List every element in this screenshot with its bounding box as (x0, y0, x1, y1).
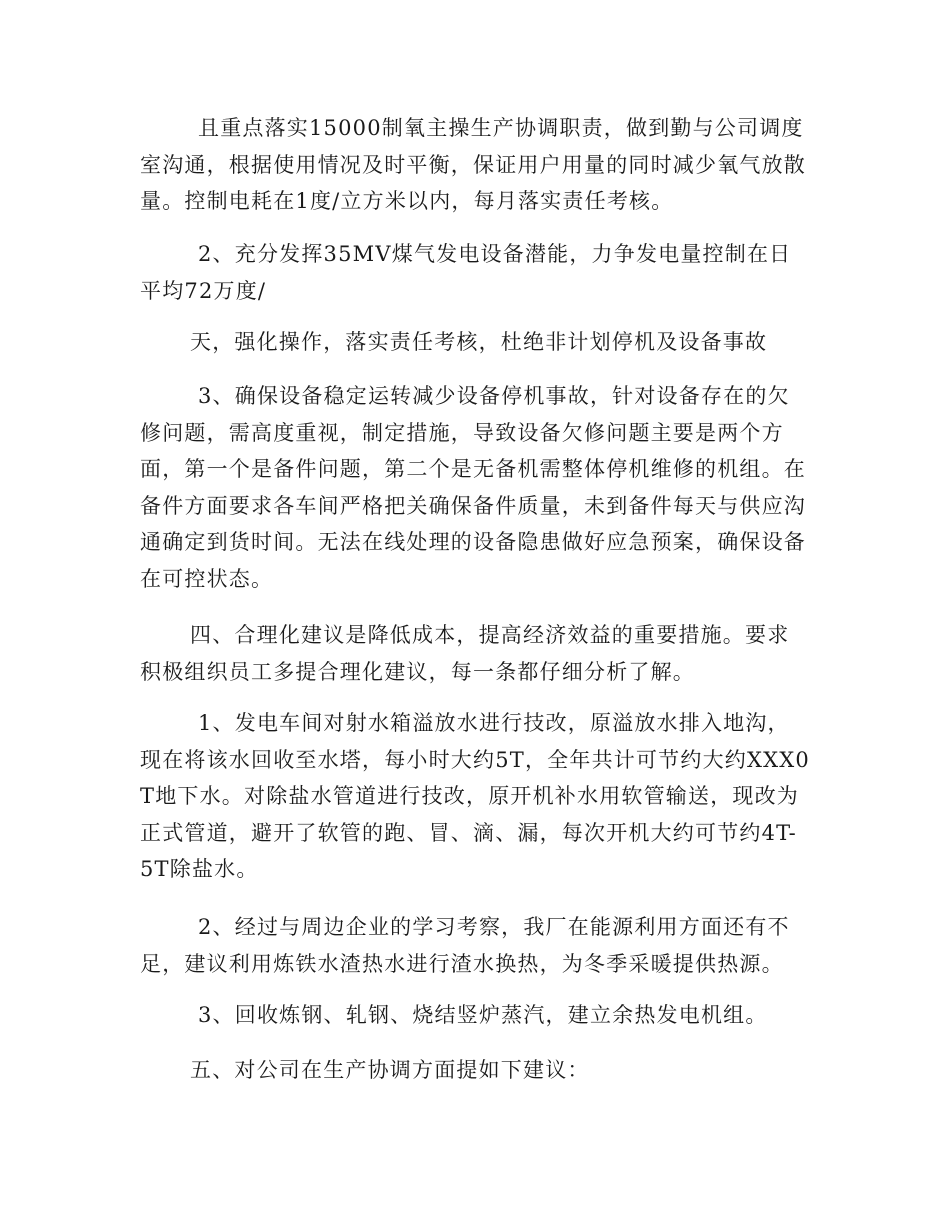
paragraph-rationalization: 四、合理化建议是降低成本，提高经济效益的重要措施。要求积极组织员工多提合理化建议，每一条都仔细分析了解。 (140, 623, 790, 684)
paragraph-power-generation: 2、充分发挥35MV煤气发电设备潜能，力争发电量控制在日平均72万度/ (140, 242, 792, 303)
paragraph-water-retrofit: 1、发电车间对射水箱溢放水进行技改，原溢放水排入地沟，现在将该水回收至水塔，每小时大约5T，全年共计可节约大约XXX0 T地下水。对除盐水管道进行技改，原开机补水用软管输送，现改为正式管道，避开了软管的跑、冒、滴、漏，每次开机大约可节约4T-5T除盐水。 (140, 711, 818, 881)
paragraph-operation-control: 天，强化操作，落实责任考核，杜绝非计划停机及设备事故 (190, 330, 768, 354)
paragraph-equipment-stability: 3、确保设备稳定运转减少设备停机事故，针对设备存在的欠修问题，需高度重视，制定措施，导致设备欠修问题主要是两个方面，第一个是备件问题，第二个是无备机需整体停机维修的机组。在备件方面要求各车间严格把关确保备件质量，未到备件每天与供应沟通确定到货时间。无法在线处理的设备隐患做好应急预案，确保设备在可控状态。 (140, 384, 806, 591)
paragraph-coordination-heading: 五、对公司在生产协调方面提如下建议： (190, 1058, 590, 1082)
paragraph-slag-heat: 2、经过与周边企业的学习考察，我厂在能源利用方面还有不足，建议利用炼铁水渣热水进行渣水换热，为冬季采暖提供热源。 (140, 915, 790, 976)
paragraph-waste-heat: 3、回收炼钢、轧钢、烧结竖炉蒸汽，建立余热发电机组。 (198, 1003, 768, 1027)
paragraph-oxygen-duty: 且重点落实15000制氧主操生产协调职责，做到勤与公司调度室沟通，根据使用情况及时平衡，保证用户用量的同时减少氧气放散量。控制电耗在1度/立方米以内，每月落实责任考核。 (140, 116, 806, 213)
